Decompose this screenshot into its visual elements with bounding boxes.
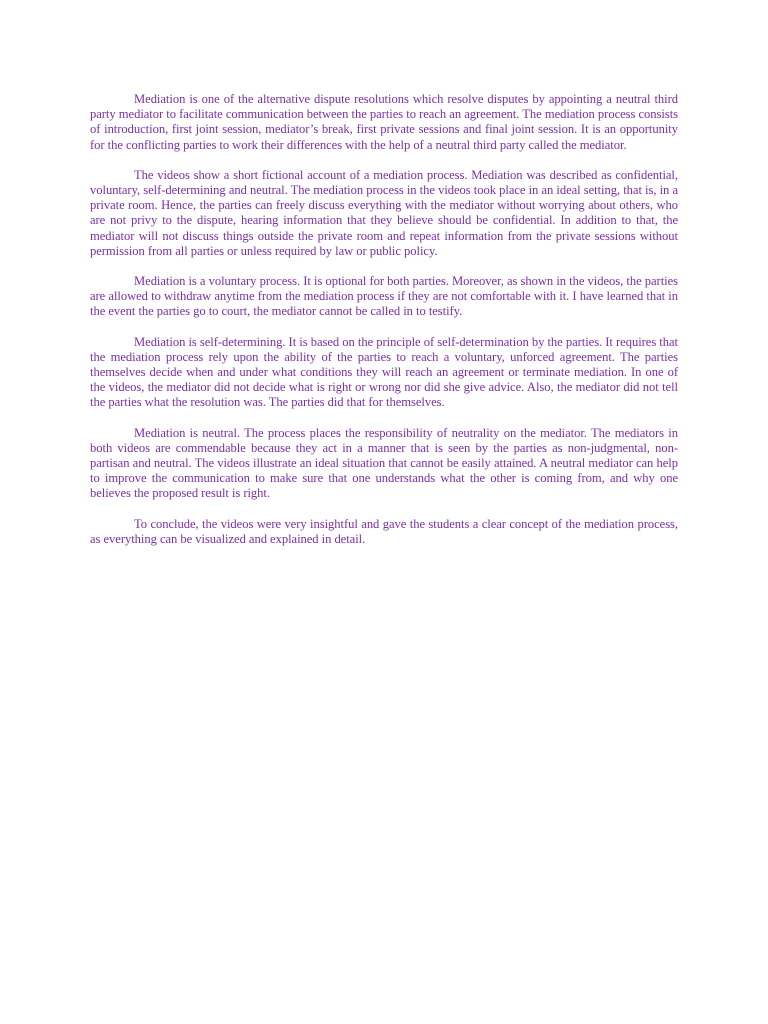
paragraph-videos-confidential: The videos show a short fictional account of a mediation process. Mediation was described as confidential, voluntary, self-determining and neutral. The mediation process in the videos took place in an ideal setting, that is, in a private room. Hence, the parties can freely discuss everything with the mediator without worrying about others, who are not privy to the dispute, hearing information that they believe should be confidential. In addition to that, the mediator will not discuss things outside the private room and repeat information from the private sessions without permission from all parties or unless required by law or public policy.	[90, 167, 678, 258]
paragraph-introduction: Mediation is one of the alternative dispute resolutions which resolve disputes by appointing a neutral third party mediator to facilitate communication between the parties to reach an agreement. The mediation process consists of introduction, first joint session, mediator’s break, first private sessions and final joint session. It is an opportunity for the conflicting parties to work their differences with the help of a neutral third party called the mediator.	[90, 92, 678, 152]
paragraph-voluntary: Mediation is a voluntary process. It is optional for both parties. Moreover, as shown in the videos, the parties are allowed to withdraw anytime from the mediation process if they are not comfortable with it. I have learned that in the event the parties go to court, the mediator cannot be called in to testify.	[90, 274, 678, 319]
paragraph-self-determining: Mediation is self-determining. It is based on the principle of self-determination by the parties. It requires that the mediation process rely upon the ability of the parties to reach a voluntary, unforced agreement. The parties themselves decide when and under what conditions they will reach an agreement or terminate mediation. In one of the videos, the mediator did not decide what is right or wrong nor did she give advice. Also, the mediator did not tell the parties what the resolution was. The parties did that for themselves.	[90, 334, 678, 410]
document-body	[90, 92, 678, 562]
paragraph-conclusion: To conclude, the videos were very insightful and gave the students a clear concept of the mediation process, as everything can be visualized and explained in detail.	[90, 516, 678, 546]
paragraph-neutral: Mediation is neutral. The process places the responsibility of neutrality on the mediator. The mediators in both videos are commendable because they act in a manner that is seen by the parties as non-judgmental, non-partisan and neutral. The videos illustrate an ideal situation that cannot be easily attained. A neutral mediator can help to improve the communication to make sure that one understands what the other is coming from, and why one believes the proposed result is right.	[90, 425, 678, 501]
